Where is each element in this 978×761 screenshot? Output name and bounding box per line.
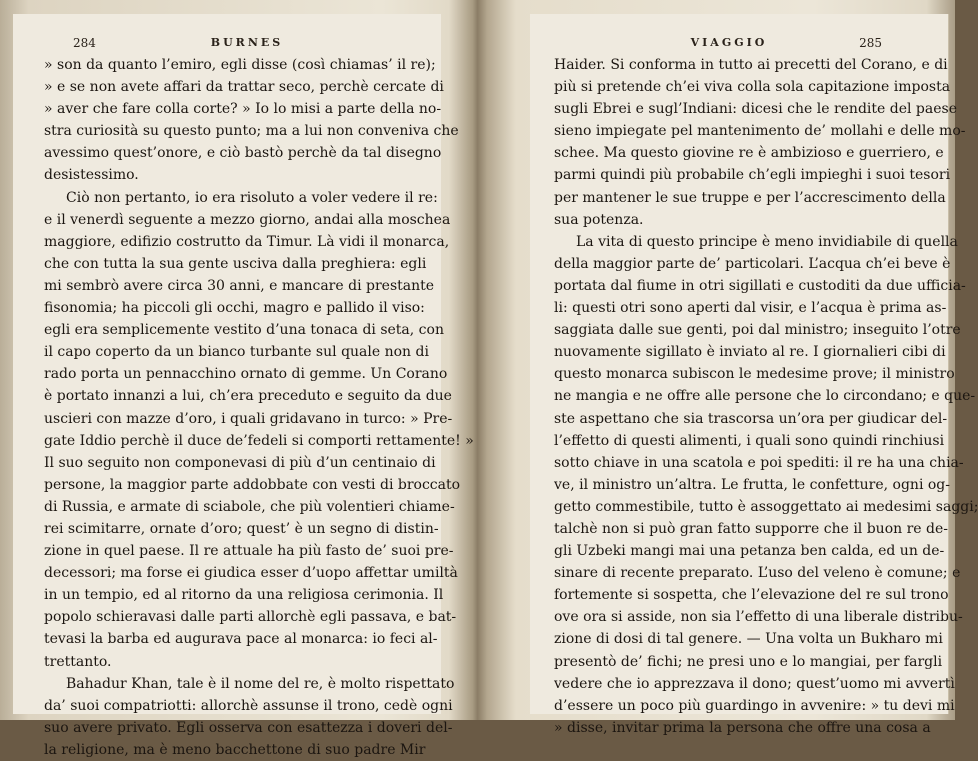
text-line: avessimo quest’onore, e ciò bastò perchè da tal disegno: [44, 145, 442, 162]
text-line: desistessimo.: [44, 167, 139, 184]
text-line: questo monarca subiscon le medesime prove; il ministro: [554, 366, 955, 383]
text-line: e il venerdì seguente a mezzo giorno, andai alla moschea: [44, 211, 451, 228]
text-line: Bahadur Khan, tale è il nome del re, è molto rispettato: [66, 675, 455, 692]
text-line: sua potenza.: [554, 211, 644, 228]
text-line: sugli Ebrei e sugl’Indiani: dicesi che le rendite del paese: [554, 101, 957, 118]
text-line: più si pretende ch’ei viva colla sola capitazione imposta: [554, 79, 951, 96]
text-line: saggiata dalle sue genti, poi dal ministro; inseguito l’otre: [554, 322, 961, 339]
left-page-header: [13, 36, 441, 54]
text-line: gli Uzbeki mangi mai una petanza ben calda, ed un de-: [554, 543, 945, 560]
text-line: » disse, invitar prima la persona che offre una cosa a: [554, 719, 931, 736]
text-line: portata dal fiume in otri sigillati e custoditi da due ufficia-: [554, 277, 966, 294]
text-line: » son da quanto l’emiro, egli disse (così chiamas’ il re);: [44, 57, 436, 73]
text-line: d’essere un poco più guardingo in avvenire: » tu devi mi: [554, 697, 955, 714]
text-line: Il suo seguito non componevasi di più d’un centinaio di: [44, 454, 436, 471]
text-line: uscieri con mazze d’oro, i quali gridavano in turco: » Pre-: [44, 410, 453, 427]
text-line: ve, il ministro un’altra. Le frutta, le confetture, ogni og-: [554, 476, 950, 493]
text-line: fisonomia; ha piccoli gli occhi, magro e pallido il viso:: [44, 300, 425, 317]
text-line: per mantener le sue truppe e per l’accrescimento della: [554, 189, 946, 206]
text-line: tevasi la barba ed augurava pace al monarca: io feci al-: [44, 631, 438, 648]
text-line: ne mangia e ne offre alle persone che lo circondano; e que-: [554, 388, 976, 405]
text-line: in un tempio, ed al ritorno da una religiosa cerimonia. Il: [44, 587, 444, 604]
text-line: trettanto.: [44, 653, 112, 670]
text-line: sinare di recente preparato. L’uso del veleno è comune; e: [554, 565, 961, 582]
text-line: popolo schieravasi dalle parti allorchè egli passava, e bat-: [44, 609, 457, 626]
text-line: vedere che io apprezzava il dono; quest’uomo mi avvertì: [554, 675, 955, 692]
text-line: egli era semplicemente vestito d’una tonaca di seta, con: [44, 322, 444, 339]
page-number: 285: [859, 36, 882, 50]
text-line: il capo coperto da un bianco turbante sul quale non di: [44, 344, 429, 361]
right-page: [530, 14, 978, 736]
text-line: stra curiosità su questo punto; ma a lui non conveniva che: [44, 123, 459, 140]
text-line: La vita di questo principe è meno invidiabile di quella: [576, 233, 958, 250]
text-line: mi sembrò avere circa 30 anni, e mancare di prestante: [44, 277, 435, 294]
text-line: da’ suoi compatriotti: allorchè assunse il trono, cedè ogni: [44, 697, 453, 714]
text-line: l’effetto di questi alimenti, i quali sono quindi rinchiusi: [554, 432, 945, 449]
text-line: Ciò non pertanto, io era risoluto a voler vedere il re:: [66, 189, 438, 206]
text-line: la religione, ma è meno bacchettone di suo padre Mir: [44, 741, 426, 758]
text-line: zione in quel paese. Il re attuale ha più fasto de’ suoi pre-: [44, 543, 454, 560]
text-line: suo avere privato. Egli osserva con esattezza i doveri del-: [44, 719, 453, 736]
text-line: della maggior parte de’ particolari. L’acqua ch’ei beve è: [554, 255, 951, 272]
text-line: ove ora si asside, non sia l’effetto di una liberale distribu-: [554, 609, 963, 626]
text-line: sotto chiave in una scatola e poi spediti: il re ha una chia-: [554, 454, 964, 471]
text-line: li: questi otri sono aperti dal visir, e l’acqua è prima as-: [554, 300, 947, 317]
text-line: di Russia, e armate di sciabole, che più volentieri chiame-: [44, 498, 455, 515]
text-line: fortemente si sospetta, che l’elevazione del re sul trono: [554, 587, 949, 604]
text-line: sieno impiegate pel mantenimento de’ mollahi e delle mo-: [554, 123, 966, 140]
page-number: 284: [73, 36, 96, 50]
left-page-text: [44, 54, 474, 761]
text-line: parmi quindi più probabile ch’egli impieghi i suoi tesori: [554, 167, 951, 184]
text-line: » e se non avete affari da trattar seco, perchè cercate di: [44, 79, 444, 96]
text-line: decessori; ma forse ei giudica esser d’uopo affettar umiltà: [44, 565, 458, 582]
right-page-header: [530, 36, 948, 54]
text-line: che con tutta la sua gente usciva dalla preghiera: egli: [44, 255, 427, 272]
text-line: è portato innanzi a lui, ch’era preceduto e seguito da due: [44, 388, 452, 405]
text-line: rei scimitarre, ornate d’oro; quest’ è un segno di distin-: [44, 520, 439, 537]
text-line: presentò de’ fichi; ne presi uno e lo mangiai, per fargli: [554, 653, 943, 670]
text-line: persone, la maggior parte addobbate con vesti di broccato: [44, 476, 461, 493]
running-head: BURNES: [210, 36, 284, 49]
text-line: ste aspettano che sia trascorsa un’ora per giudicar del-: [554, 410, 948, 427]
text-line: maggiore, edifizio costrutto da Timur. Là vidi il monarca,: [44, 233, 450, 250]
text-line: » aver che fare colla corte? » Io lo misi a parte della no-: [44, 101, 442, 118]
running-head: VIAGGIO: [690, 36, 768, 49]
text-line: schee. Ma questo giovine re è ambizioso e guerriero, e: [554, 145, 944, 162]
text-line: rado porta un pennacchino ornato di gemme. Un Corano: [44, 366, 448, 383]
text-line: getto commestibile, tutto è assoggettato ai medesimi saggi;: [554, 498, 978, 515]
left-page: [12, 14, 474, 758]
text-line: Haider. Si conforma in tutto ai precetti del Corano, e di: [554, 57, 948, 73]
text-line: zione di dosi di tal genere. — Una volta un Bukharo mi: [554, 631, 943, 648]
right-page-text: [554, 54, 978, 739]
text-line: gate Iddio perchè il duce de’fedeli si comporti rettamente! »: [44, 432, 474, 449]
text-line: talchè non si può gran fatto supporre che il buon re de-: [554, 520, 949, 537]
text-line: nuovamente sigillato è inviato al re. I giornalieri cibi di: [554, 344, 946, 361]
